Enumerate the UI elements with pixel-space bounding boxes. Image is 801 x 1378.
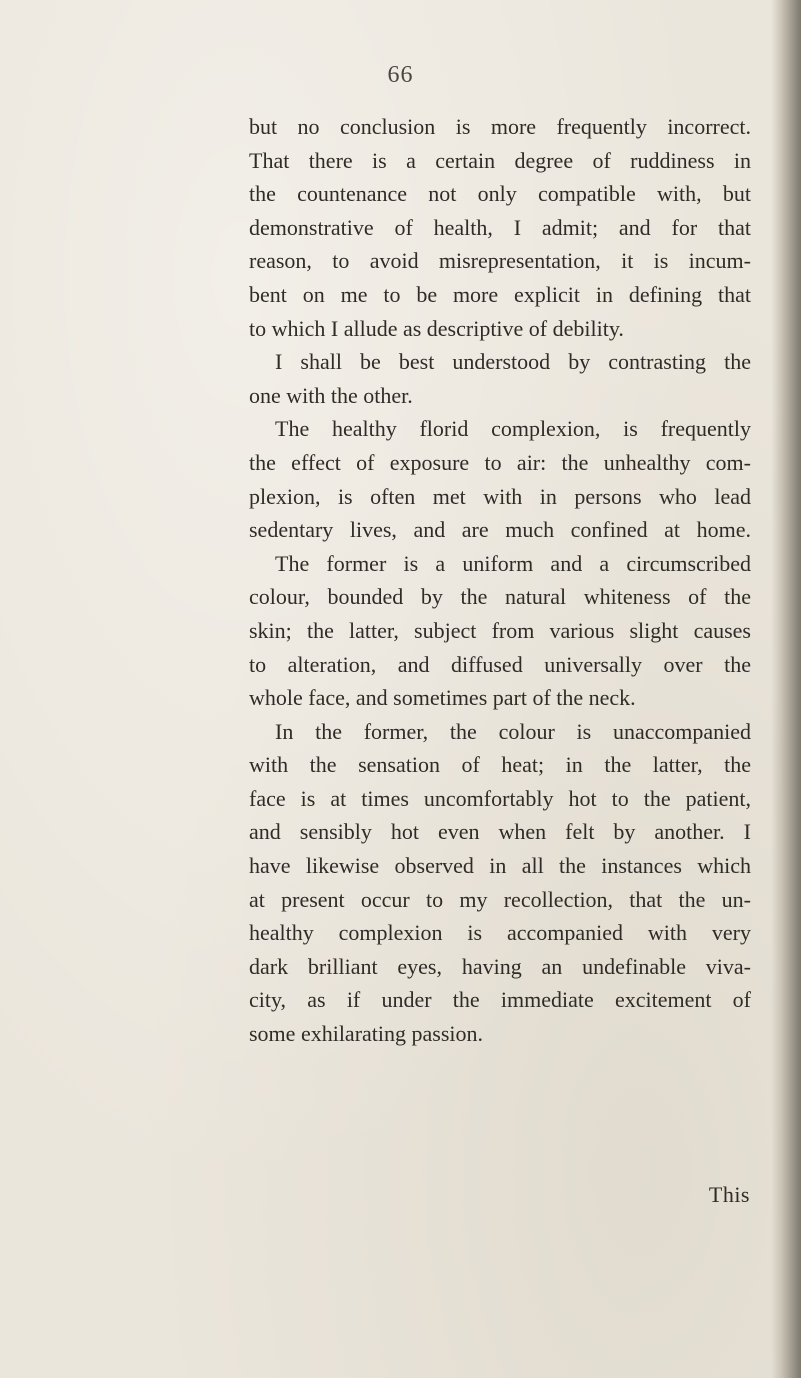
page-edge-shadow xyxy=(771,0,801,1378)
text-line: with the sensation of heat; in the latter, the xyxy=(249,752,751,778)
text-line: reason, to avoid misrepresentation, it is incum- xyxy=(249,248,751,274)
text-line: some exhilarating passion. xyxy=(249,1021,484,1047)
text-line: colour, bounded by the natural whiteness of the xyxy=(249,584,751,610)
text-line: dark brilliant eyes, having an undefinable viva- xyxy=(249,953,751,979)
catchword: This xyxy=(708,1182,750,1207)
text-line: skin; the latter, subject from various slight causes xyxy=(249,617,751,643)
text-line: In the former, the colour is unaccompanied xyxy=(275,718,751,744)
text-line: to alteration, and diffused universally over the xyxy=(249,651,751,677)
text-line: but no conclusion is more frequently incorrect. xyxy=(249,114,751,139)
text-line: the countenance not only compatible with, but xyxy=(249,181,751,207)
text-line: That there is a certain degree of ruddiness in xyxy=(249,147,751,173)
text-line: at present occur to my recollection, that the un- xyxy=(249,886,751,912)
text-line: demonstrative of health, I admit; and for that xyxy=(249,214,751,240)
text-line: and sensibly hot even when felt by another. I xyxy=(249,819,751,845)
text-line: to which I allude as descriptive of debility. xyxy=(249,315,624,341)
text-line: have likewise observed in all the instances which xyxy=(249,853,751,879)
text-line: city, as if under the immediate excitement of xyxy=(249,987,751,1013)
text-line: the effect of exposure to air: the unhealthy com- xyxy=(249,449,751,475)
page-number: 66 xyxy=(387,62,414,88)
text-line: The healthy florid complexion, is frequently xyxy=(275,416,751,442)
text-line: bent on me to be more explicit in defining that xyxy=(249,281,751,307)
body-text xyxy=(249,110,751,1051)
text-line: whole face, and sometimes part of the neck. xyxy=(249,685,636,711)
text-line: sedentary lives, and are much confined at home. xyxy=(249,517,751,543)
text-line: plexion, is often met with in persons who lead xyxy=(249,483,751,509)
text-line: The former is a uniform and a circumscribed xyxy=(275,550,751,576)
text-line: one with the other. xyxy=(249,382,413,408)
text-line: I shall be best understood by contrasting the xyxy=(275,349,751,375)
text-line: healthy complexion is accompanied with very xyxy=(249,920,751,946)
text-line: face is at times uncomfortably hot to the patient, xyxy=(249,785,751,811)
